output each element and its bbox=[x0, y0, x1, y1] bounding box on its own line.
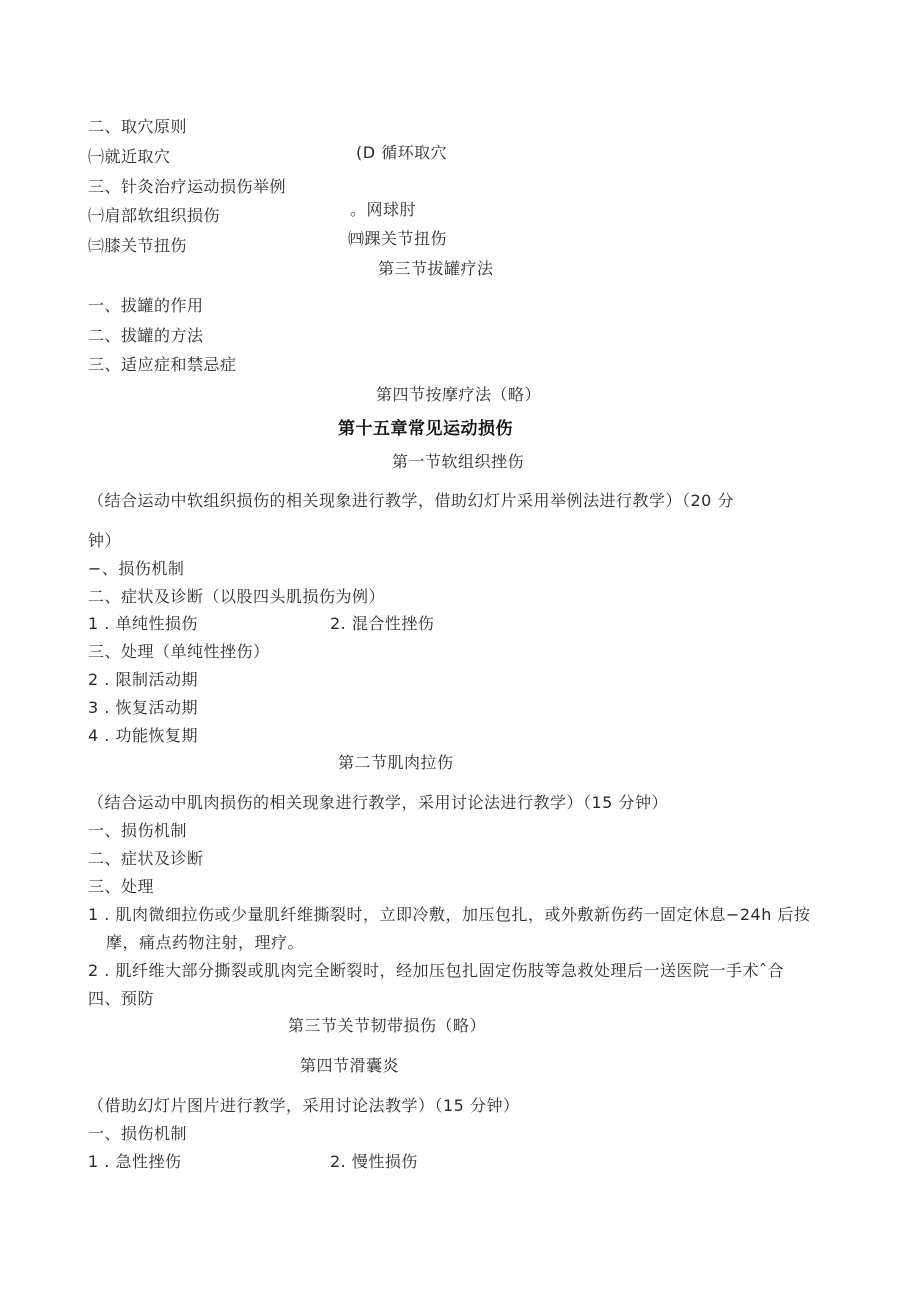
section-cupping-title: 第三节拔罐疗法 bbox=[378, 259, 494, 278]
section-massage-title: 第四节按摩疗法（略） bbox=[376, 385, 542, 404]
section-contusion-title: 第一节软组织挫伤 bbox=[392, 452, 525, 471]
teaching-note-strain: （结合运动中肌肉损伤的相关现象进行教学，采用讨论法进行教学）（15 分钟） bbox=[88, 793, 668, 812]
item-tennis-elbow: 。网球肘 bbox=[350, 200, 417, 219]
heading-acupoint-principles: 二、取穴原则 bbox=[88, 117, 188, 136]
teaching-note-contusion: （结合运动中软组织损伤的相关现象进行教学，借助幻灯片采用举例法进行教学）（20 分 bbox=[88, 491, 734, 510]
item-strain-treatment: 三、处理 bbox=[88, 877, 155, 896]
item-prevention: 四、预防 bbox=[88, 989, 155, 1008]
teaching-note-contusion-cont: 钟） bbox=[88, 531, 122, 550]
item-minor-strain-cont: 摩，痛点药物注射，理疗。 bbox=[106, 933, 305, 952]
item-major-tear: 2 . 肌纤维大部分撕裂或肌肉完全断裂时，经加压包扎固定伤肢等急救处理后一送医院一手术ˆ合 bbox=[88, 961, 784, 980]
item-nearby-points: ㈠就近取穴 bbox=[88, 147, 171, 166]
item-cupping-effects: 一、拔罐的作用 bbox=[88, 296, 204, 315]
item-ankle-sprain: ㈣踝关节扭伤 bbox=[348, 229, 448, 248]
item-function-phase: 4 . 功能恢复期 bbox=[88, 726, 198, 745]
item-mixed-contusion: 2. 混合性挫伤 bbox=[330, 614, 435, 633]
item-chronic-injury: 2. 慢性损伤 bbox=[330, 1152, 418, 1171]
item-treatment: 三、处理（单纯性挫伤） bbox=[88, 642, 270, 661]
section-ligament-title: 第三节关节韧带损伤（略） bbox=[288, 1016, 487, 1035]
section-strain-title: 第二节肌肉拉伤 bbox=[338, 753, 454, 772]
section-bursitis-title: 第四节滑囊炎 bbox=[300, 1056, 400, 1075]
item-injury-mechanism: −、损伤机制 bbox=[88, 559, 185, 578]
item-indications: 三、适应症和禁忌症 bbox=[88, 355, 237, 374]
chapter-title: 第十五章常见运动损伤 bbox=[338, 419, 513, 439]
item-shoulder-injury: ㈠肩部软组织损伤 bbox=[88, 206, 221, 225]
item-strain-symptoms: 二、症状及诊断 bbox=[88, 849, 204, 868]
item-restricted-phase: 2 . 限制活动期 bbox=[88, 670, 198, 689]
item-minor-strain: 1 . 肌肉微细拉伤或少量肌纤维撕裂时，立即冷敷，加压包扎，或外敷新伤药一固定休息−24h 后按 bbox=[88, 905, 811, 924]
item-simple-injury: 1 . 单纯性损伤 bbox=[88, 614, 198, 633]
item-cupping-methods: 二、拔罐的方法 bbox=[88, 326, 204, 345]
item-circulation-points: (D 循环取穴 bbox=[356, 143, 448, 162]
item-strain-mechanism: 一、损伤机制 bbox=[88, 821, 188, 840]
item-acute-contusion: 1 . 急性挫伤 bbox=[88, 1152, 182, 1171]
item-recovery-phase: 3 . 恢复活动期 bbox=[88, 698, 198, 717]
teaching-note-bursitis: （借助幻灯片图片进行教学，采用讨论法教学）（15 分钟） bbox=[88, 1096, 520, 1115]
item-bursitis-mechanism: 一、损伤机制 bbox=[88, 1124, 188, 1143]
heading-acupuncture-examples: 三、针灸治疗运动损伤举例 bbox=[88, 177, 287, 196]
item-knee-sprain: ㈢膝关节扭伤 bbox=[88, 236, 188, 255]
item-symptoms-diagnosis: 二、症状及诊断（以股四头肌损伤为例） bbox=[88, 587, 386, 606]
